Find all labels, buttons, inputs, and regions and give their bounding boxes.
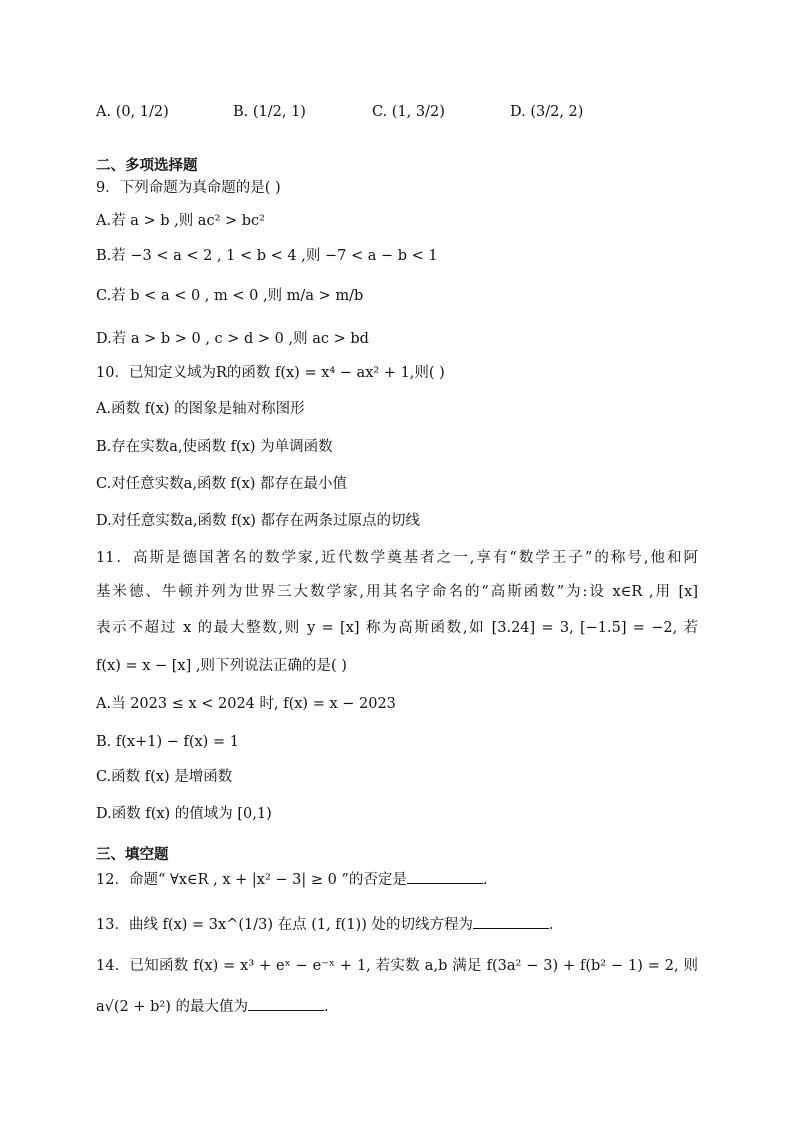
question-11-line-2: 基米德、牛顿并列为世界三大数学家,用其名字命名的“高斯函数”为:设 x∈R ,用 [x] — [96, 584, 698, 600]
question-12 — [96, 869, 488, 890]
question-11-option-b: B. f(x+1) − f(x) = 1 — [96, 734, 239, 750]
question-11-line-1: 11．高斯是德国著名的数学家,近代数学奠基者之一,享有“数学王子”的称号,他和阿 — [96, 550, 698, 566]
question-12-text: 12．命题“ ∀x∈R , x + |x² − 3| ≥ 0 ”的否定是 — [96, 872, 407, 888]
question-9-option-b: B.若 −3 < a < 2 , 1 < b < 4 ,则 −7 < a − b < 1 — [96, 248, 438, 264]
question-14-period: . — [324, 999, 329, 1015]
question-11-option-d: D.函数 f(x) 的值域为 [0,1) — [96, 806, 272, 822]
answer-blank-14[interactable] — [248, 996, 324, 1011]
question-13 — [96, 914, 554, 935]
option-a: A. (0, 1/2) — [96, 104, 169, 120]
question-13-period: . — [548, 917, 554, 933]
answer-blank-12[interactable] — [407, 869, 483, 884]
question-14-line-2 — [96, 996, 329, 1017]
question-10-stem: 10．已知定义域为R的函数 f(x) = x⁴ − ax² + 1,则( ) — [96, 365, 445, 381]
question-11-line-3: 表示不超过 x 的最大整数,则 y = [x] 称为高斯函数,如 [3.24] = 3, [−1.5] = −2, 若 — [96, 620, 698, 636]
question-9-option-d: D.若 a > b > 0 , c > d > 0 ,则 ac > bd — [96, 331, 369, 347]
question-9-option-c: C.若 b < a < 0 , m < 0 ,则 m/a > m/b — [96, 288, 364, 304]
question-10-option-c: C.对任意实数a,函数 f(x) 都存在最小值 — [96, 476, 348, 492]
answer-blank-13[interactable] — [473, 914, 549, 929]
section-title-multiple-choice: 二、多项选择题 — [96, 158, 198, 174]
question-13-text: 13．曲线 f(x) = 3x^(1/3) 在点 (1, f(1)) 处的切线方程为 — [96, 917, 473, 933]
question-11-option-a: A.当 2023 ≤ x < 2024 时, f(x) = x − 2023 — [96, 696, 396, 712]
question-9-stem: 9．下列命题为真命题的是( ) — [96, 180, 281, 196]
option-b: B. (1/2, 1) — [233, 104, 306, 120]
question-10-option-d: D.对任意实数a,函数 f(x) 都存在两条过原点的切线 — [96, 513, 421, 529]
question-10-option-a: A.函数 f(x) 的图象是轴对称图形 — [96, 401, 305, 417]
question-9-option-a: A.若 a > b ,则 ac² > bc² — [96, 213, 265, 229]
question-12-period: . — [482, 872, 488, 888]
question-11-line-4: f(x) = x − [x] ,则下列说法正确的是( ) — [96, 658, 347, 674]
option-d: D. (3/2, 2) — [510, 104, 584, 120]
section-title-fill-in: 三、填空题 — [96, 847, 169, 863]
question-10-option-b: B.存在实数a,使函数 f(x) 为单调函数 — [96, 439, 333, 455]
question-14-text: a√(2 + b²) 的最大值为 — [96, 999, 248, 1015]
question-14-line-1: 14．已知函数 f(x) = x³ + eˣ − e⁻ˣ + 1, 若实数 a,b 满足 f(3a² − 3) + f(b² − 1) = 2, 则 — [96, 958, 698, 974]
question-11-option-c: C.函数 f(x) 是增函数 — [96, 769, 233, 785]
option-c: C. (1, 3/2) — [372, 104, 445, 120]
